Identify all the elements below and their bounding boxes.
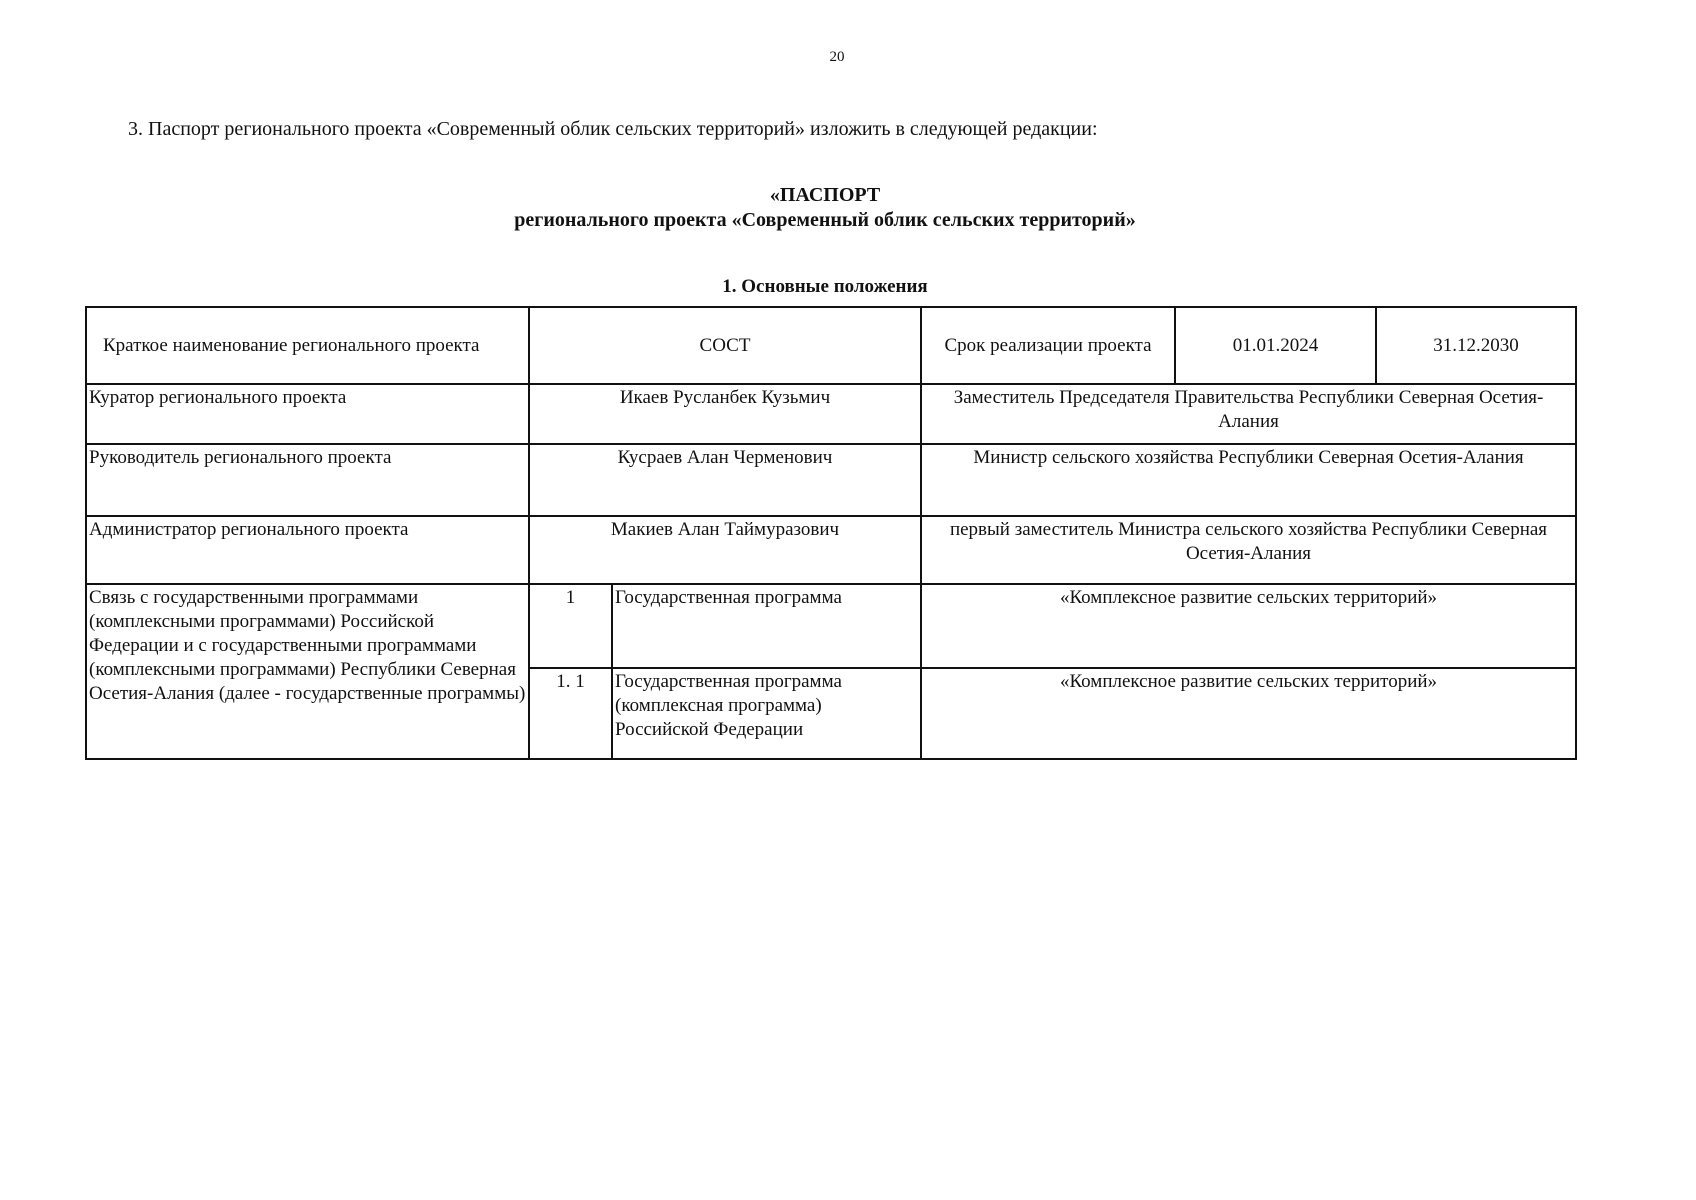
section-title: 1. Основные положения bbox=[722, 276, 928, 297]
program-type: Государственная программа bbox=[612, 584, 921, 668]
short-name-label: Краткое наименование регионального проекта bbox=[86, 307, 529, 384]
document-title-line-1: «ПАСПОРТ bbox=[769, 184, 881, 206]
term-end: 31.12.2030 bbox=[1376, 307, 1576, 384]
program-number: 1. 1 bbox=[529, 668, 612, 759]
table-row bbox=[86, 516, 1576, 584]
curator-position: Заместитель Председателя Правительства Республики Северная Осетия-Алания bbox=[921, 384, 1576, 444]
curator-name: Икаев Русланбек Кузьмич bbox=[529, 384, 921, 444]
document-title-line-2: регионального проекта «Современный облик сельских территорий» bbox=[514, 209, 1136, 231]
term-start: 01.01.2024 bbox=[1175, 307, 1376, 384]
program-name: «Комплексное развитие сельских территорий» bbox=[921, 584, 1576, 668]
table-row bbox=[86, 384, 1576, 444]
admin-position: первый заместитель Министра сельского хозяйства Республики Северная Осетия-Алания bbox=[921, 516, 1576, 584]
table-row bbox=[86, 584, 1576, 668]
admin-label: Администратор регионального проекта bbox=[86, 516, 529, 584]
program-link-label: Связь с государственными программами (комплексными программами) Российской Федерации и с государственными программами (комплексными программами) Республики Северная Осетия-Алания (далее - государственные программы) bbox=[86, 584, 529, 759]
intro-paragraph: 3. Паспорт регионального проекта «Современный облик сельских территорий» изложить в следующей редакции: bbox=[128, 118, 1098, 140]
program-name: «Комплексное развитие сельских территорий» bbox=[921, 668, 1576, 759]
page-number: 20 bbox=[829, 49, 845, 65]
table-row bbox=[86, 307, 1576, 384]
passport-table bbox=[85, 306, 1577, 760]
document-title bbox=[0, 183, 1650, 233]
head-name: Кусраев Алан Черменович bbox=[529, 444, 921, 516]
head-position: Министр сельского хозяйства Республики Северная Осетия-Алания bbox=[921, 444, 1576, 516]
table-row bbox=[86, 444, 1576, 516]
term-label: Срок реализации проекта bbox=[921, 307, 1175, 384]
program-number: 1 bbox=[529, 584, 612, 668]
short-name-value: СОСТ bbox=[529, 307, 921, 384]
program-type: Государственная программа (комплексная программа) Российской Федерации bbox=[612, 668, 921, 759]
admin-name: Макиев Алан Таймуразович bbox=[529, 516, 921, 584]
curator-label: Куратор регионального проекта bbox=[86, 384, 529, 444]
head-label: Руководитель регионального проекта bbox=[86, 444, 529, 516]
